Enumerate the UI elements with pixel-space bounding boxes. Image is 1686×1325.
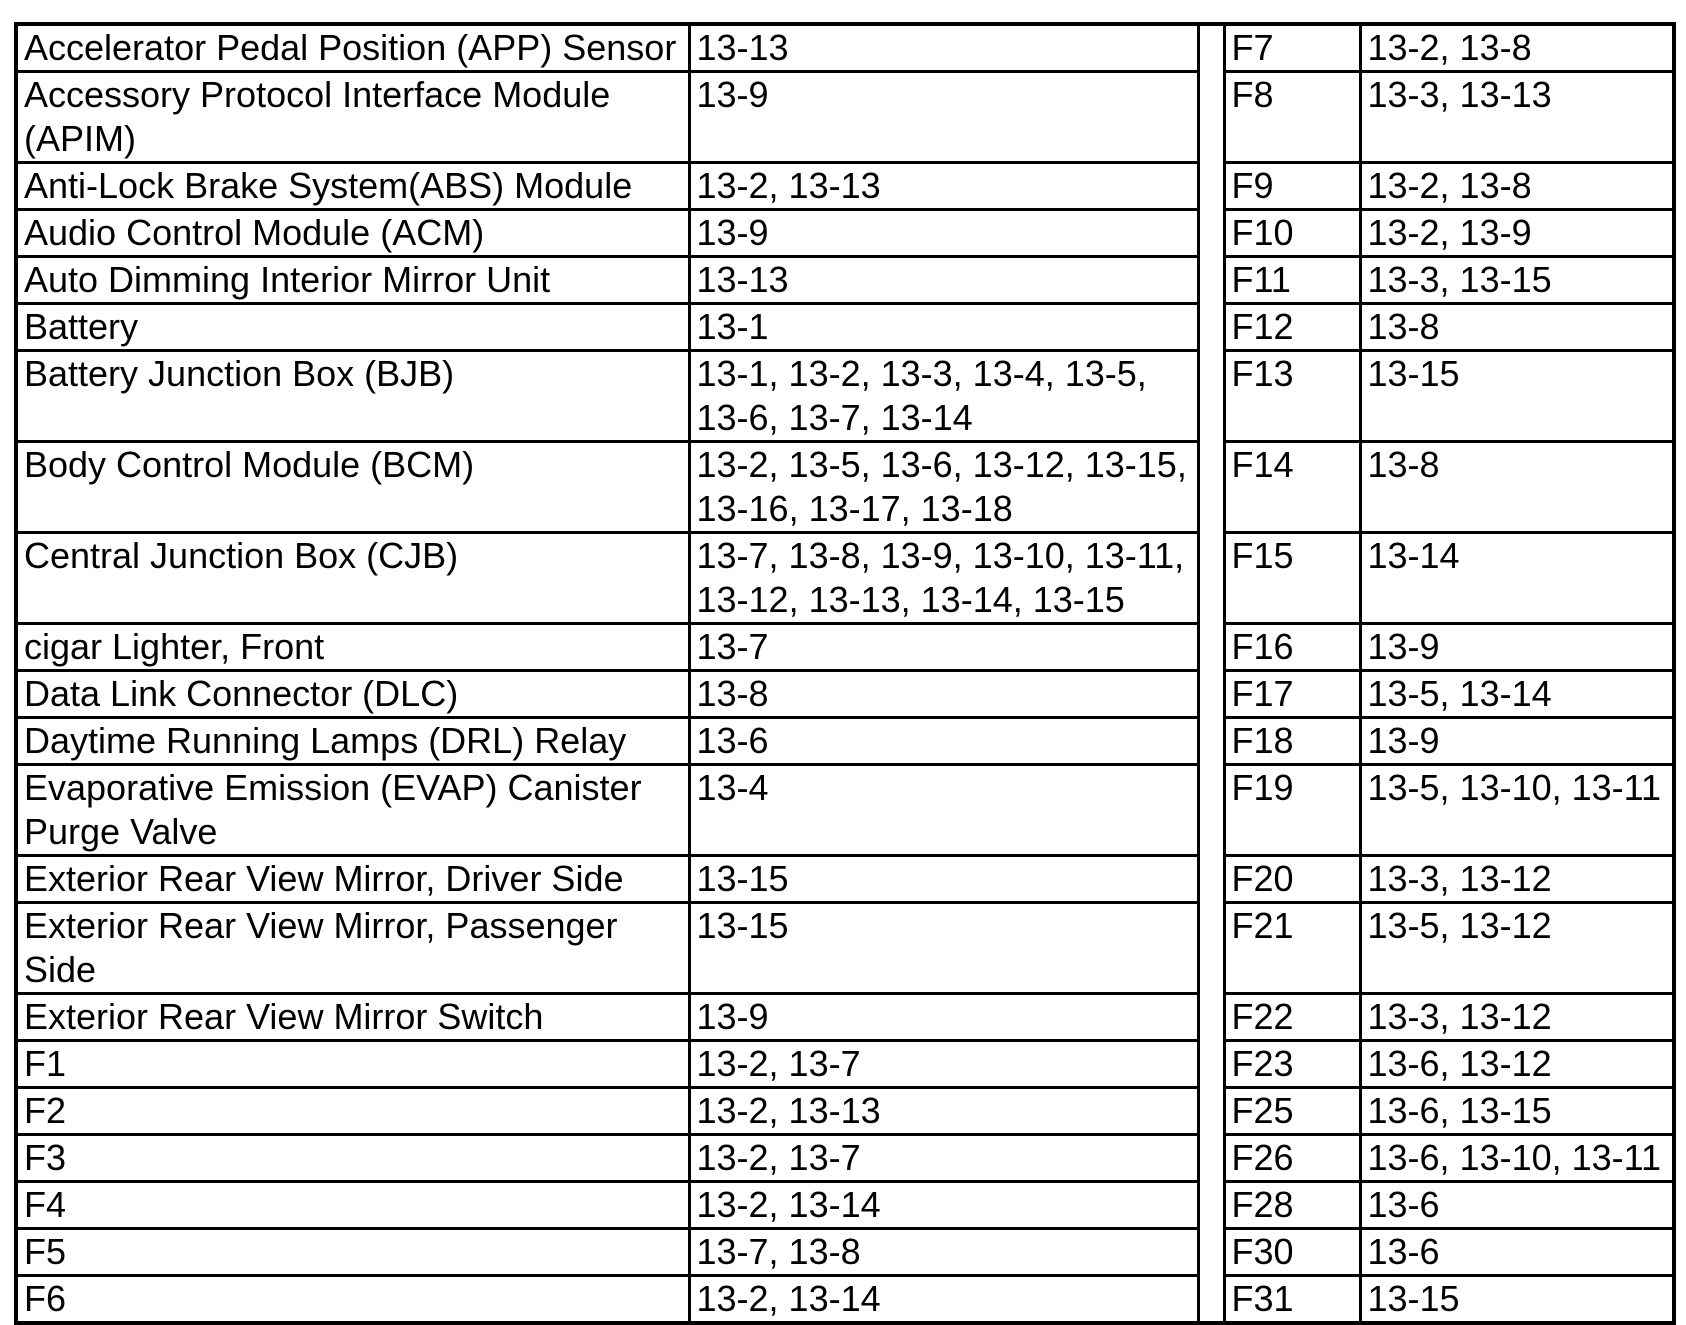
table-row <box>16 163 1674 210</box>
table-row <box>16 671 1674 718</box>
component-pages-cell: 13-8 <box>689 671 1198 718</box>
component-name-cell: Body Control Module (BCM) <box>16 442 689 533</box>
component-name-cell: Central Junction Box (CJB) <box>16 533 689 624</box>
component-name-cell: Battery Junction Box (BJB) <box>16 351 689 442</box>
table-row <box>16 304 1674 351</box>
fuse-pages-cell: 13-6, 13-12 <box>1360 1041 1674 1088</box>
column-gap <box>1198 1135 1224 1182</box>
table-row <box>16 210 1674 257</box>
fuse-name-cell: F21 <box>1224 903 1360 994</box>
component-pages-cell: 13-2, 13-7 <box>689 1041 1198 1088</box>
table-row <box>16 624 1674 671</box>
component-name-cell: Anti-Lock Brake System(ABS) Module <box>16 163 689 210</box>
fuse-pages-cell: 13-8 <box>1360 304 1674 351</box>
table-row <box>16 442 1674 533</box>
component-pages-cell: 13-7 <box>689 624 1198 671</box>
component-name-cell: F5 <box>16 1229 689 1276</box>
table-row <box>16 1182 1674 1229</box>
component-name-cell: Accelerator Pedal Position (APP) Sensor <box>16 24 689 72</box>
table-row <box>16 257 1674 304</box>
column-gap <box>1198 765 1224 856</box>
fuse-name-cell: F14 <box>1224 442 1360 533</box>
component-name-cell: Exterior Rear View Mirror Switch <box>16 994 689 1041</box>
component-pages-cell: 13-1 <box>689 304 1198 351</box>
fuse-pages-cell: 13-5, 13-12 <box>1360 903 1674 994</box>
column-gap <box>1198 718 1224 765</box>
fuse-name-cell: F30 <box>1224 1229 1360 1276</box>
column-gap <box>1198 624 1224 671</box>
component-name-cell: F4 <box>16 1182 689 1229</box>
fuse-name-cell: F16 <box>1224 624 1360 671</box>
component-pages-cell: 13-2, 13-5, 13-6, 13-12, 13-15, 13-16, 13-17, 13-18 <box>689 442 1198 533</box>
component-pages-cell: 13-2, 13-14 <box>689 1182 1198 1229</box>
component-pages-cell: 13-9 <box>689 994 1198 1041</box>
component-pages-cell: 13-4 <box>689 765 1198 856</box>
column-gap <box>1198 210 1224 257</box>
fuse-pages-cell: 13-9 <box>1360 624 1674 671</box>
component-pages-cell: 13-6 <box>689 718 1198 765</box>
component-name-cell: Accessory Protocol Interface Module (APIM) <box>16 72 689 163</box>
fuse-pages-cell: 13-3, 13-12 <box>1360 856 1674 903</box>
table-row <box>16 718 1674 765</box>
fuse-pages-cell: 13-2, 13-8 <box>1360 163 1674 210</box>
component-name-cell: Battery <box>16 304 689 351</box>
column-gap <box>1198 903 1224 994</box>
component-index-table <box>14 22 1676 1325</box>
fuse-pages-cell: 13-3, 13-12 <box>1360 994 1674 1041</box>
fuse-pages-cell: 13-5, 13-10, 13-11 <box>1360 765 1674 856</box>
table-row <box>16 351 1674 442</box>
column-gap <box>1198 257 1224 304</box>
fuse-name-cell: F25 <box>1224 1088 1360 1135</box>
table-row <box>16 1229 1674 1276</box>
component-pages-cell: 13-9 <box>689 72 1198 163</box>
component-name-cell: Data Link Connector (DLC) <box>16 671 689 718</box>
column-gap <box>1198 1229 1224 1276</box>
component-pages-cell: 13-13 <box>689 24 1198 72</box>
fuse-name-cell: F15 <box>1224 533 1360 624</box>
component-name-cell: Exterior Rear View Mirror, Driver Side <box>16 856 689 903</box>
fuse-pages-cell: 13-2, 13-8 <box>1360 24 1674 72</box>
table-row <box>16 1041 1674 1088</box>
fuse-pages-cell: 13-8 <box>1360 442 1674 533</box>
fuse-name-cell: F22 <box>1224 994 1360 1041</box>
component-name-cell: Evaporative Emission (EVAP) Canister Purge Valve <box>16 765 689 856</box>
fuse-pages-cell: 13-6 <box>1360 1229 1674 1276</box>
column-gap <box>1198 671 1224 718</box>
component-pages-cell: 13-2, 13-7 <box>689 1135 1198 1182</box>
column-gap <box>1198 994 1224 1041</box>
column-gap <box>1198 442 1224 533</box>
fuse-name-cell: F7 <box>1224 24 1360 72</box>
fuse-name-cell: F28 <box>1224 1182 1360 1229</box>
component-pages-cell: 13-2, 13-13 <box>689 1088 1198 1135</box>
table-row <box>16 1135 1674 1182</box>
fuse-pages-cell: 13-15 <box>1360 1276 1674 1324</box>
component-name-cell: Audio Control Module (ACM) <box>16 210 689 257</box>
component-pages-cell: 13-7, 13-8, 13-9, 13-10, 13-11, 13-12, 13-13, 13-14, 13-15 <box>689 533 1198 624</box>
component-pages-cell: 13-2, 13-14 <box>689 1276 1198 1324</box>
fuse-pages-cell: 13-5, 13-14 <box>1360 671 1674 718</box>
fuse-name-cell: F18 <box>1224 718 1360 765</box>
fuse-pages-cell: 13-6, 13-15 <box>1360 1088 1674 1135</box>
fuse-pages-cell: 13-3, 13-15 <box>1360 257 1674 304</box>
fuse-pages-cell: 13-2, 13-9 <box>1360 210 1674 257</box>
column-gap <box>1198 1276 1224 1324</box>
component-name-cell: F6 <box>16 1276 689 1324</box>
table-row <box>16 856 1674 903</box>
fuse-name-cell: F31 <box>1224 1276 1360 1324</box>
fuse-pages-cell: 13-6, 13-10, 13-11 <box>1360 1135 1674 1182</box>
component-pages-cell: 13-9 <box>689 210 1198 257</box>
fuse-name-cell: F20 <box>1224 856 1360 903</box>
column-gap <box>1198 351 1224 442</box>
column-gap <box>1198 1088 1224 1135</box>
component-name-cell: F3 <box>16 1135 689 1182</box>
fuse-name-cell: F12 <box>1224 304 1360 351</box>
table-row <box>16 903 1674 994</box>
component-name-cell: Auto Dimming Interior Mirror Unit <box>16 257 689 304</box>
component-pages-cell: 13-1, 13-2, 13-3, 13-4, 13-5, 13-6, 13-7, 13-14 <box>689 351 1198 442</box>
component-name-cell: cigar Lighter, Front <box>16 624 689 671</box>
table-row <box>16 72 1674 163</box>
table-row <box>16 533 1674 624</box>
fuse-pages-cell: 13-6 <box>1360 1182 1674 1229</box>
component-name-cell: Daytime Running Lamps (DRL) Relay <box>16 718 689 765</box>
fuse-name-cell: F17 <box>1224 671 1360 718</box>
column-gap <box>1198 1041 1224 1088</box>
table-row <box>16 765 1674 856</box>
column-gap <box>1198 856 1224 903</box>
component-name-cell: Exterior Rear View Mirror, Passenger Side <box>16 903 689 994</box>
fuse-name-cell: F10 <box>1224 210 1360 257</box>
component-name-cell: F1 <box>16 1041 689 1088</box>
component-pages-cell: 13-15 <box>689 903 1198 994</box>
column-gap <box>1198 304 1224 351</box>
fuse-pages-cell: 13-9 <box>1360 718 1674 765</box>
fuse-pages-cell: 13-14 <box>1360 533 1674 624</box>
table-row <box>16 1088 1674 1135</box>
component-pages-cell: 13-7, 13-8 <box>689 1229 1198 1276</box>
table-row <box>16 24 1674 72</box>
index-table-body <box>16 24 1674 1323</box>
fuse-pages-cell: 13-3, 13-13 <box>1360 72 1674 163</box>
fuse-pages-cell: 13-15 <box>1360 351 1674 442</box>
column-gap <box>1198 1182 1224 1229</box>
component-name-cell: F2 <box>16 1088 689 1135</box>
fuse-name-cell: F19 <box>1224 765 1360 856</box>
fuse-name-cell: F26 <box>1224 1135 1360 1182</box>
fuse-name-cell: F8 <box>1224 72 1360 163</box>
column-gap <box>1198 24 1224 72</box>
fuse-name-cell: F13 <box>1224 351 1360 442</box>
table-row <box>16 1276 1674 1324</box>
component-pages-cell: 13-13 <box>689 257 1198 304</box>
column-gap <box>1198 533 1224 624</box>
column-gap <box>1198 163 1224 210</box>
component-pages-cell: 13-15 <box>689 856 1198 903</box>
column-gap <box>1198 72 1224 163</box>
fuse-name-cell: F9 <box>1224 163 1360 210</box>
fuse-name-cell: F11 <box>1224 257 1360 304</box>
component-pages-cell: 13-2, 13-13 <box>689 163 1198 210</box>
fuse-name-cell: F23 <box>1224 1041 1360 1088</box>
table-row <box>16 994 1674 1041</box>
